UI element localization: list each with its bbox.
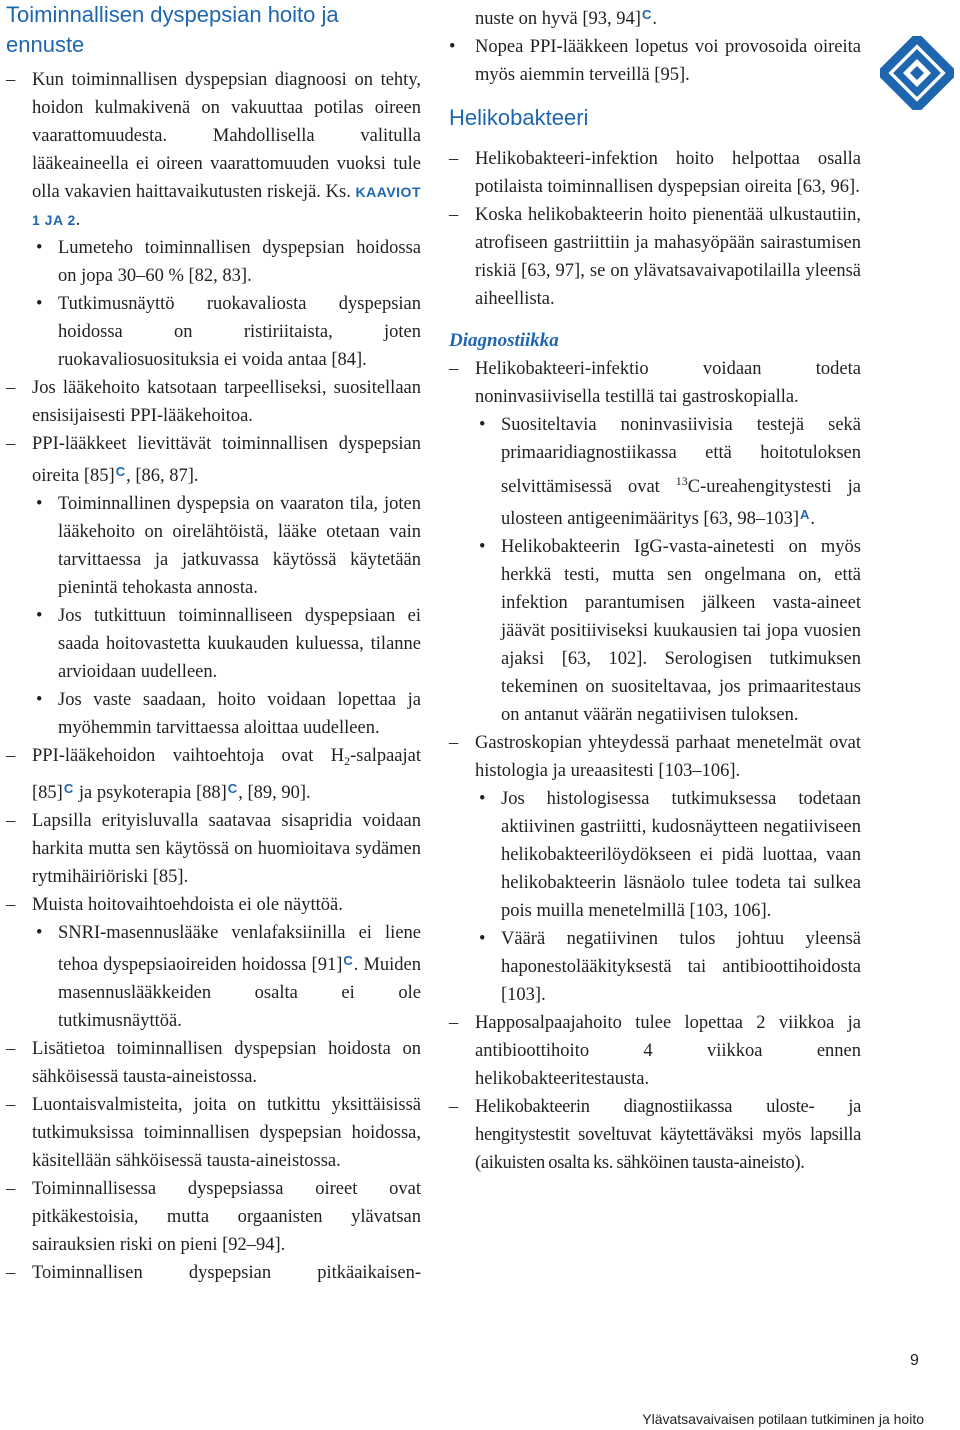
evidence-grade: C [115, 464, 126, 479]
list-item: • Lumeteho toiminnallisen dyspepsian hoidossa on jopa 30–60 % [82, 83]. [36, 238, 421, 286]
evidence-grade: C [227, 781, 238, 796]
list-item: – Toiminnallisessa dyspepsiassa oireet ovat pitkäkestoisia, mutta orgaanisten ylävatsan sairauksien riski on pieni [92–94]. [6, 1179, 421, 1255]
list-item: – PPI-lääkehoidon vaihtoehtoja ovat $H_2$-salpaajat $[85]^C$ ja psykoterapia $[88]^C$, [89, 90]. [6, 746, 421, 803]
list-item: • Jos histologisessa tutkimuksessa todetaan aktiivinen gastriitti, kudosnäytteen negatiiviseen helikobakteerilöydökseen ei pidä luottaa, vaan helikobakteerin läsnäolo tulee todeta tai sulkea pois muilla menetelmillä [103, 106]. [479, 789, 861, 921]
list-item: • Helikobakteerin IgG-vasta-ainetesti on myös herkkä testi, mutta sen ongelmana on, että infektion parantumisen jälkeen vasta-aineet jäävät positiiviseksi kuukausien tai jopa vuosien ajaksi [63, 102]. Serologisen tutkimuksen tekeminen on suositeltavaa, jos primaaritestaus on antanut väärän negatiivisen tuloksen. [479, 537, 861, 725]
subheading-diagnostics: Diagnostiikka [449, 330, 559, 351]
list-item: – Lisätietoa toiminnallisen dyspepsian hoidosta on sähköisessä tausta-aineistossa. [6, 1039, 421, 1087]
list-item: – Kun toiminnallisen dyspepsian diagnoosi on tehty, hoidon kulmakivenä on vakuuttaa potilas oireen vaarattomuudesta. Mahdollisella valitulla lääkeaineella ei oireen vaarattomuuden vuoksi tule olla vakavien haittavaikutusten riskejä. Ks. KAAVIOT 1 JA 2. [6, 70, 421, 230]
list-item: – Gastroskopian yhteydessä parhaat menetelmät ovat histologia ja ureaasitesti [103–106]. [449, 733, 861, 781]
list-item: • Suositeltavia noninvasiivisia testejä sekä primaaridiagnostiikassa että hoitotuloksen selvittämisessä ovat $^{13}$C-ureahengitystesti ja ulosteen antigeenimääritys [63, 98–103]$^A$. [479, 415, 861, 529]
list-item: • Jos tutkittuun toiminnalliseen dyspepsiaan ei saada hoitovastetta kuukauden kuluessa, tilanne arvioidaan uudelleen. [36, 606, 421, 682]
section-heading-treatment: Toiminnallisen dyspepsian hoito ja ennuste [6, 2, 339, 57]
list-item: • Toiminnallinen dyspepsia on vaaraton tila, joten lääkehoito on oirelähtöistä, lääke otetaan vain tarvittaessa ja jatkuvassa käytössä käytetään pienintä tehokasta annosta. [36, 494, 421, 598]
list-item: – Koska helikobakteerin hoito pienentää ulkustautiin, atrofiseen gastriittiin ja mahasyöpään sairastumisen riskiä [63, 97], se on ylävatsavaivapotilailla yleensä aiheellista. [449, 205, 861, 309]
list-item: – Helikobakteeri-infektio voidaan todeta noninvasiivisella testillä tai gastroskopialla. [449, 359, 861, 407]
footer-title: Ylävatsavaivaisen potilaan tutkiminen ja hoito [642, 1411, 924, 1427]
list-item: – Muista hoitovaihtoehdoista ei ole näyttöä. [6, 895, 343, 915]
list-item: • SNRI-masennuslääke venlafaksiinilla ei liene tehoa dyspepsiaoireiden hoidossa $[91]^C$. Muiden masennuslääkkeiden osalta ei ole tutkimusnäyttöä. [36, 923, 421, 1031]
list-item: – Helikobakteeri-infektion hoito helpottaa osalla potilaista toiminnallisen dyspepsian oireita [63, 96]. [449, 149, 861, 197]
evidence-grade: C [641, 7, 652, 22]
evidence-grade: A [799, 507, 810, 522]
evidence-grade: C [343, 953, 353, 968]
diamond-logo-icon [880, 36, 954, 110]
section-heading-helicobacter: Helikobakteeri [449, 105, 589, 130]
list-item: • Tutkimusnäyttö ruokavaliosta dyspepsian hoidossa on ristiriitaista, joten ruokavaliosuosituksia ei voida antaa [84]. [36, 294, 421, 370]
page-number: 9 [910, 1352, 919, 1369]
list-item: – Helikobakteerin diagnostiikassa uloste- ja hengitystestit soveltuvat käytettäväksi myös lapsilla (aikuisten osalta ks. sähköinen tausta-aineisto). [449, 1097, 861, 1173]
list-item: – Luontaisvalmisteita, joita on tutkittu yksittäisissä tutkimuksissa toiminnallisen dyspepsian hoidossa, käsitellään sähköisessä tausta-aineistossa. [6, 1095, 421, 1171]
evidence-grade: C [63, 781, 74, 796]
left-column [6, 0, 421, 1287]
list-item: – Happosalpaajahoito tulee lopettaa 2 viikkoa ja antibioottihoito 4 viikkoa ennen helikobakteeritestausta. [449, 1013, 861, 1089]
list-item: – Toiminnallisen dyspepsian pitkäaikaisen- [6, 1263, 421, 1283]
chart-reference-link[interactable]: KAAVIOT 1 JA 2 [32, 184, 421, 228]
list-item: – PPI-lääkkeet lievittävät toiminnallisen dyspepsian oireita $[85]^C$, [86, 87]. [6, 434, 421, 486]
list-item: – Jos lääkehoito katsotaan tarpeelliseksi, suositellaan ensisijaisesti PPI-lääkehoitoa. [6, 378, 421, 426]
list-item: • Väärä negatiivinen tulos johtuu yleensä haponestolääkityksestä tai antibioottihoidosta [103]. [479, 929, 861, 1005]
right-column [449, 0, 861, 1177]
list-item: – Lapsilla erityisluvalla saatavaa sisapridia voidaan harkita mutta sen käytössä on huomioitava sydämen rytmihäiriöriski [85]. [6, 811, 421, 887]
list-item: • Jos vaste saadaan, hoito voidaan lopettaa ja myöhemmin tarvittaessa aloittaa uudelleen. [36, 690, 421, 738]
list-item: • Nopea PPI-lääkkeen lopetus voi provosoida oireita myös aiemmin terveillä [95]. [449, 37, 861, 85]
list-item-continued: nuste on hyvä [93, 94]$^C$. [475, 7, 657, 29]
